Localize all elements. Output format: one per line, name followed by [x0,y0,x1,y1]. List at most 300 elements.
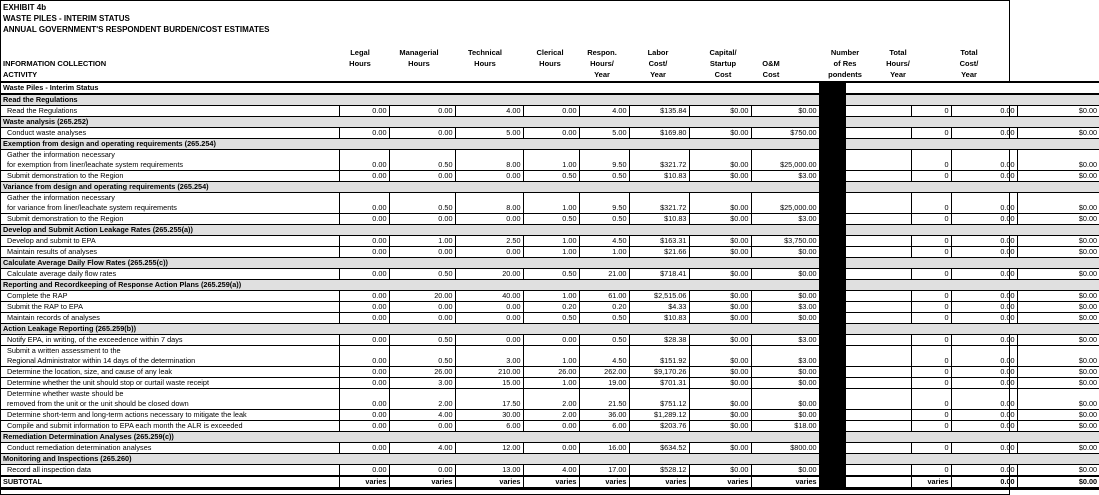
value-cell: 1.00 [523,160,579,171]
section-title-row [1,82,1099,94]
value-cell: $0.00 [1017,443,1099,454]
value-cell: 0.50 [523,269,579,280]
spacer-column [845,443,911,454]
value-cell: $0.00 [689,302,751,313]
table-row [1,389,1099,400]
section-label: Action Leakage Reporting (265.259(b)) [1,324,819,335]
value-cell: 17.00 [579,465,629,477]
blank-cell [911,324,1099,335]
section-header-row [1,454,1099,465]
value-cell: $0.00 [1017,335,1099,346]
activity-label: Conduct waste analyses [1,128,339,139]
value-cell: 5.00 [455,128,523,139]
table-row [1,236,1099,247]
table-row [1,171,1099,182]
value-cell: 0.00 [523,106,579,117]
separator-column [819,247,845,258]
value-cell: $0.00 [1017,356,1099,367]
value-cell: 21.50 [579,399,629,410]
separator-column [819,258,845,269]
value-cell: $0.00 [751,269,819,280]
value-cell: $0.00 [1017,160,1099,171]
value-cell: 40.00 [455,291,523,302]
value-cell: $0.00 [689,106,751,117]
value-cell: 4.50 [579,356,629,367]
value-cell: 0.00 [951,399,1017,410]
value-cell: 17.50 [455,399,523,410]
spacer-column [845,302,911,313]
value-cell: 0.00 [455,335,523,346]
subtotal-cell: varies [455,476,523,489]
section-header-row [1,280,1099,291]
value-cell: 2.00 [389,399,455,410]
value-cell: 21.00 [579,269,629,280]
spacer-column [845,389,911,400]
activity-label: Maintain results of analyses [1,247,339,258]
spacer-column [845,291,911,302]
value-cell: $3.00 [751,335,819,346]
value-cell: $1,289.12 [629,410,689,421]
blank-cell [629,346,689,357]
spacer-column [845,356,911,367]
separator-column [819,94,845,106]
separator-column [819,476,845,489]
separator-column [819,236,845,247]
subtotal-cell: varies [751,476,819,489]
value-cell: 1.00 [523,203,579,214]
value-cell: 0.20 [523,302,579,313]
table-row [1,302,1099,313]
blank-cell [911,150,951,161]
value-cell: $4.33 [629,302,689,313]
blank-cell [911,139,1099,150]
separator-column [819,378,845,389]
value-cell: $0.00 [689,367,751,378]
value-cell: 15.00 [455,378,523,389]
blank-cell [455,389,523,400]
value-cell: 0.00 [339,106,389,117]
value-cell: 0.00 [523,443,579,454]
value-cell: 0 [911,421,951,432]
blank-cell [389,346,455,357]
spacer-column [845,117,911,128]
section-header-row [1,258,1099,269]
spacer-column [845,476,911,489]
spacer-column [845,454,911,465]
table-row [1,378,1099,389]
value-cell: 0.00 [389,302,455,313]
value-cell: 0.00 [339,203,389,214]
blank-cell [523,389,579,400]
capital-cost-header: Capital/ Startup Cost [709,48,737,79]
blank-cell [689,389,751,400]
value-cell: 2.00 [523,399,579,410]
value-cell: $10.83 [629,313,689,324]
section-header-row [1,432,1099,443]
table-row [1,214,1099,225]
value-cell: $0.00 [751,247,819,258]
blank-cell [911,346,951,357]
section-label: Reporting and Recordkeeping of Response Action Plans (265.259(a)) [1,280,819,291]
spacer-column [845,236,911,247]
blank-cell [911,82,1099,94]
separator-column [819,324,845,335]
value-cell: $634.52 [629,443,689,454]
separator-column [819,150,845,161]
subtotal-label: SUBTOTAL [1,476,339,489]
value-cell: $9,170.26 [629,367,689,378]
value-cell: $0.00 [689,247,751,258]
subtotal-cell: varies [579,476,629,489]
separator-column [819,346,845,357]
value-cell: 0.00 [951,291,1017,302]
value-cell: $21.66 [629,247,689,258]
value-cell: $0.00 [751,410,819,421]
value-cell: 0.00 [951,269,1017,280]
separator-column [819,193,845,204]
value-cell: $3,750.00 [751,236,819,247]
activity-label: Determine short-term and long-term actions necessary to mitigate the leak [1,410,339,421]
value-cell: 16.00 [579,443,629,454]
value-cell: 0 [911,399,951,410]
separator-column [819,432,845,443]
table-row [1,410,1099,421]
blank-cell [579,389,629,400]
blank-cell [911,182,1099,193]
value-cell: 0.00 [339,160,389,171]
value-cell: 0.00 [339,356,389,367]
table-row [1,465,1099,477]
separator-column [819,410,845,421]
separator-column [819,171,845,182]
activity-label: Submit a written assessment to the [7,346,121,355]
value-cell: 0.00 [339,367,389,378]
value-cell: $751.12 [629,399,689,410]
blank-cell [339,346,389,357]
blank-cell [629,193,689,204]
blank-cell [523,193,579,204]
value-cell: 4.00 [455,106,523,117]
value-cell: 13.00 [455,465,523,477]
value-cell: 1.00 [523,378,579,389]
value-cell: $0.00 [751,106,819,117]
table-row [1,128,1099,139]
value-cell: 1.00 [523,236,579,247]
spacer-column [845,367,911,378]
spacer-column [845,171,911,182]
spacer-column [845,193,911,204]
separator-column [819,214,845,225]
value-cell: 19.00 [579,378,629,389]
value-cell: 26.00 [523,367,579,378]
value-cell: 0 [911,465,951,477]
value-cell: 0 [911,171,951,182]
section-header-row [1,117,1099,128]
exhibit-title: ANNUAL GOVERNMENT'S RESPONDENT BURDEN/COST ESTIMATES [3,25,270,34]
value-cell: 0.50 [389,269,455,280]
spacer-column [845,225,911,236]
separator-column [819,225,845,236]
blank-cell [1017,193,1099,204]
table-row [1,291,1099,302]
section-label: Remediation Determination Analyses (265.259(c)) [1,432,819,443]
value-cell: 0 [911,106,951,117]
blank-cell [455,346,523,357]
subtotal-cell: $0.00 [1017,476,1099,489]
value-cell: $750.00 [751,128,819,139]
activity-label: Develop and submit to EPA [1,236,339,247]
section-header-row [1,182,1099,193]
value-cell: $0.00 [751,367,819,378]
blank-cell [579,193,629,204]
value-cell: 6.00 [579,421,629,432]
activity-label: Record all inspection data [1,465,339,477]
table-row [1,313,1099,324]
value-cell: 0.50 [579,313,629,324]
blank-cell [1017,150,1099,161]
blank-cell [951,150,1017,161]
value-cell: 0.00 [951,128,1017,139]
value-cell: $0.00 [1017,291,1099,302]
separator-column [819,82,845,94]
subtotal-row [1,476,1099,489]
value-cell: 0.00 [389,106,455,117]
value-cell: $0.00 [689,203,751,214]
value-cell: $701.31 [629,378,689,389]
spacer-column [845,465,911,477]
separator-column [819,465,845,477]
value-cell: 0.00 [455,247,523,258]
separator-column [819,335,845,346]
blank-cell [389,193,455,204]
spacer-column [845,421,911,432]
value-cell: 0.00 [339,247,389,258]
value-cell: $0.00 [689,171,751,182]
blank-cell [629,150,689,161]
table-row [1,356,1099,367]
value-cell: $169.80 [629,128,689,139]
value-cell: 0.00 [339,128,389,139]
blank-cell [339,193,389,204]
value-cell: 61.00 [579,291,629,302]
value-cell: 3.00 [455,356,523,367]
spacer-column [845,258,911,269]
value-cell: 0.50 [579,214,629,225]
value-cell: $0.00 [689,291,751,302]
value-cell: $0.00 [689,160,751,171]
value-cell: 36.00 [579,410,629,421]
section-header-row [1,225,1099,236]
value-cell: $0.00 [751,378,819,389]
separator-column [819,160,845,171]
value-cell: 1.00 [389,236,455,247]
value-cell: 5.00 [579,128,629,139]
blank-cell [751,150,819,161]
blank-cell [751,389,819,400]
value-cell: $321.72 [629,160,689,171]
separator-column [819,454,845,465]
table-row [1,203,1099,214]
spacer-column [845,324,911,335]
separator-column [819,443,845,454]
blank-cell [1017,346,1099,357]
section-label: Waste analysis (265.252) [1,117,819,128]
blank-cell [751,346,819,357]
activity-header-line2: ACTIVITY [3,70,38,79]
value-cell: $0.00 [1017,203,1099,214]
activity-label: Determine the location, size, and cause of any leak [1,367,339,378]
value-cell: $0.00 [751,313,819,324]
spacer-column [845,378,911,389]
value-cell: $0.00 [1017,378,1099,389]
activity-label: Gather the information necessary [7,150,115,159]
table-row [1,247,1099,258]
spacer-column [845,94,911,106]
value-cell: 0.00 [339,378,389,389]
value-cell: $0.00 [1017,171,1099,182]
value-cell: $0.00 [689,399,751,410]
separator-column [819,203,845,214]
section-header-row [1,139,1099,150]
activity-label: Determine whether waste should be [7,389,124,398]
value-cell: 0.50 [389,160,455,171]
value-cell: 4.00 [523,465,579,477]
value-cell: 0 [911,443,951,454]
blank-cell [389,150,455,161]
value-cell: 0 [911,269,951,280]
total-cost-header: Total Cost/ Year [959,48,979,79]
blank-cell [911,193,951,204]
spacer-column [845,280,911,291]
value-cell: 0.00 [951,214,1017,225]
value-cell: 2.00 [523,410,579,421]
value-cell: 0.00 [523,128,579,139]
separator-column [819,139,845,150]
value-cell: 0.00 [339,214,389,225]
table-row [1,443,1099,454]
value-cell: 0.00 [951,203,1017,214]
separator-column [819,182,845,193]
value-cell: $0.00 [689,465,751,477]
blank-cell [689,346,751,357]
value-cell: 0.50 [523,214,579,225]
value-cell: $0.00 [1017,106,1099,117]
value-cell: $10.83 [629,214,689,225]
value-cell: 0.00 [455,302,523,313]
separator-column [819,128,845,139]
activity-label: Complete the RAP [1,291,339,302]
blank-cell [339,389,389,400]
spacer-column [845,82,911,94]
value-cell: $0.00 [751,291,819,302]
table-row [1,367,1099,378]
blank-cell [951,193,1017,204]
value-cell: $18.00 [751,421,819,432]
separator-column [819,280,845,291]
value-cell: 8.00 [455,203,523,214]
value-cell: $0.00 [689,128,751,139]
blank-cell [911,117,1099,128]
value-cell: $0.00 [689,356,751,367]
respondents-header: Number of Res pondents [828,48,862,79]
spacer-column [845,432,911,443]
value-cell: 0.00 [951,160,1017,171]
value-cell: $0.00 [751,465,819,477]
value-cell: 0.00 [339,313,389,324]
value-cell: 4.00 [389,443,455,454]
value-cell: 9.50 [579,203,629,214]
value-cell: 0.00 [389,247,455,258]
blank-cell [911,280,1099,291]
value-cell: 0.00 [339,291,389,302]
value-cell: $203.76 [629,421,689,432]
subtotal-cell: varies [911,476,951,489]
value-cell: $0.00 [1017,302,1099,313]
value-cell: 0.00 [951,421,1017,432]
value-cell: $718.41 [629,269,689,280]
value-cell: 0.00 [951,335,1017,346]
value-cell: 0.00 [339,335,389,346]
activity-label: Calculate average daily flow rates [1,269,339,280]
spacer-column [845,139,911,150]
burden-table [1,81,1099,490]
separator-column [819,313,845,324]
value-cell: 0.00 [339,465,389,477]
value-cell: 0.00 [339,443,389,454]
value-cell: 0.00 [951,302,1017,313]
value-cell: 1.00 [523,356,579,367]
value-cell: 1.00 [579,247,629,258]
value-cell: 0.00 [951,356,1017,367]
value-cell: 9.50 [579,160,629,171]
blank-cell [689,193,751,204]
spacer-column [845,160,911,171]
value-cell: 0.00 [951,313,1017,324]
table-top-label: Waste Piles - Interim Status [1,82,819,94]
exhibit-number: EXHIBIT 4b [3,3,47,12]
value-cell: $800.00 [751,443,819,454]
value-cell: 262.00 [579,367,629,378]
separator-column [819,302,845,313]
value-cell: 4.50 [579,236,629,247]
value-cell: $321.72 [629,203,689,214]
value-cell: 0.00 [951,171,1017,182]
blank-cell [689,150,751,161]
value-cell: 0.00 [339,269,389,280]
value-cell: $28.38 [629,335,689,346]
value-cell: 1.00 [523,247,579,258]
separator-column [819,421,845,432]
blank-cell [911,454,1099,465]
spacer-column [845,247,911,258]
value-cell: 0 [911,356,951,367]
activity-label: Determine whether the unit should stop or curtail waste receipt [1,378,339,389]
value-cell: $0.00 [689,335,751,346]
value-cell: $0.00 [1017,465,1099,477]
value-cell: $0.00 [689,410,751,421]
value-cell: 0.00 [389,313,455,324]
value-cell: 0 [911,410,951,421]
section-label: Exemption from design and operating requirements (265.254) [1,139,819,150]
activity-label: Regional Administrator within 14 days of the determination [1,356,339,367]
activity-label: Read the Regulations [1,106,339,117]
technical-hours-header: Technical Hours [467,48,503,68]
value-cell: $0.00 [1017,214,1099,225]
value-cell: 0 [911,378,951,389]
spacer-column [845,203,911,214]
table-row [1,193,1099,204]
value-cell: 1.00 [523,291,579,302]
